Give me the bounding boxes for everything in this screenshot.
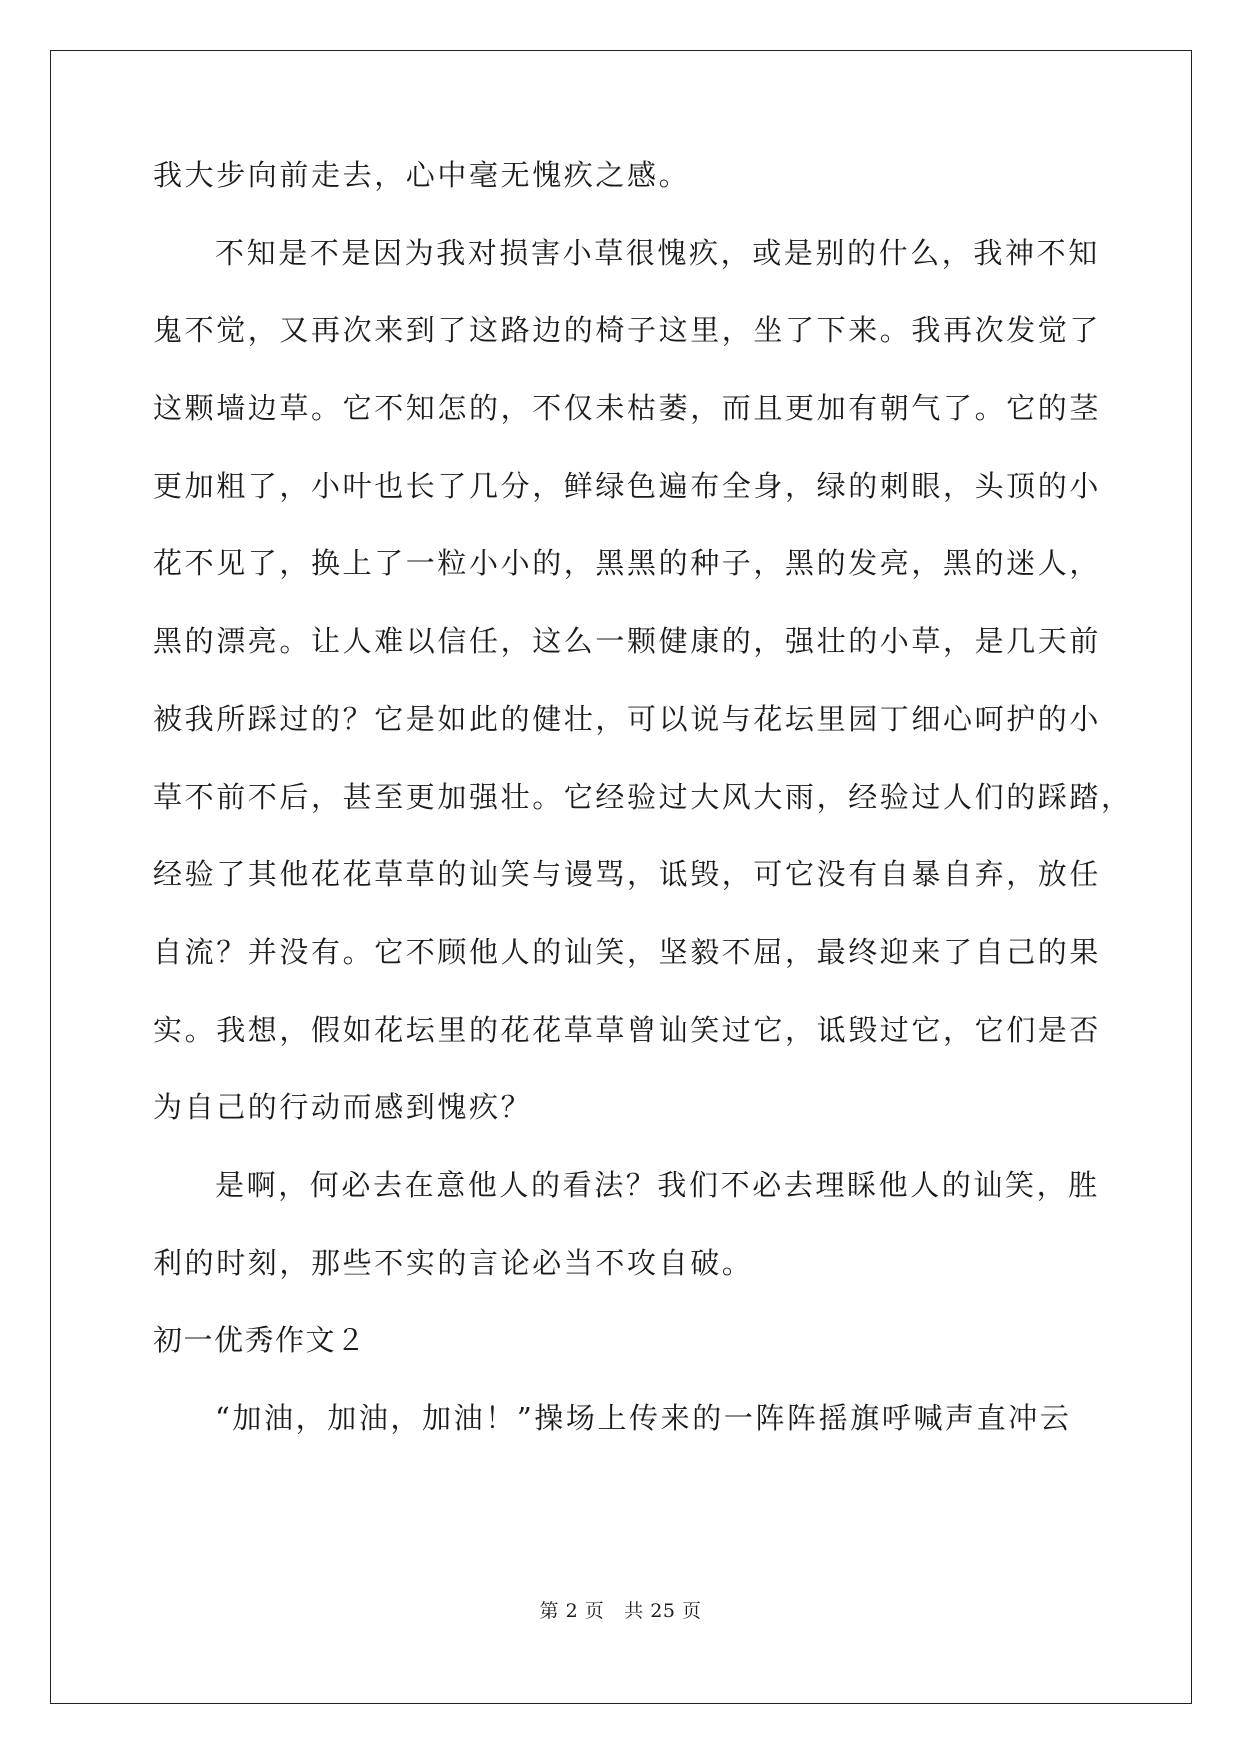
text-line: 利的时刻，那些不实的言论必当不攻自破。: [153, 1245, 754, 1280]
text-line: 自流？并没有。它不顾他人的讪笑，坚毅不屈，最终迎来了自己的果: [153, 934, 1102, 969]
page-number: 第 2 页: [539, 1600, 605, 1622]
text-line: 这颗墙边草。它不知怎的，不仅未枯萎，而且更加有朝气了。它的茎: [153, 391, 1102, 426]
document-body: [153, 158, 1133, 1479]
text-line: 黑的漂亮。让人难以信任，这么一颗健康的，强壮的小草，是几天前: [153, 624, 1102, 659]
paragraph-first-line: “加油，加油，加油！”操场上传来的一阵阵摇旗呼喊声直冲云: [215, 1401, 1072, 1435]
text-line: 为自己的行动而感到愧疚？: [153, 1090, 533, 1125]
text-line: 花不见了，换上了一粒小小的，黑黑的种子，黑的发亮，黑的迷人，: [153, 546, 1102, 581]
paragraph-first-line: 不知是不是因为我对损害小草很愧疚，或是别的什么，我神不知: [215, 235, 1100, 270]
text-line: 被我所踩过的？它是如此的健壮，可以说与花坛里园丁细心呵护的小: [153, 701, 1102, 736]
text-line: 更加粗了，小叶也长了几分，鲜绿色遍布全身，绿的刺眼，头顶的小: [153, 468, 1102, 503]
total-pages: 共 25 页: [624, 1600, 702, 1622]
text-line: 草不前不后，甚至更加强壮。它经验过大风大雨，经验过人们的踩踏，: [153, 779, 1133, 814]
text-line: 我大步向前走去，心中毫无愧疚之感。: [153, 158, 691, 192]
text-line: 鬼不觉，又再次来到了这路边的椅子这里，坐了下来。我再次发觉了: [153, 313, 1102, 348]
essay-heading: 初一优秀作文２: [153, 1323, 367, 1358]
text-line: 经验了其他花花草草的讪笑与谩骂，诋毁，可它没有自暴自弃，放任: [153, 857, 1102, 892]
paragraph-first-line: 是啊，何必去在意他人的看法？我们不必去理睬他人的讪笑，胜: [215, 1167, 1100, 1202]
text-line: 实。我想，假如花坛里的花花草草曾讪笑过它，诋毁过它，它们是否: [153, 1012, 1102, 1047]
page-footer: [0, 1596, 1241, 1623]
